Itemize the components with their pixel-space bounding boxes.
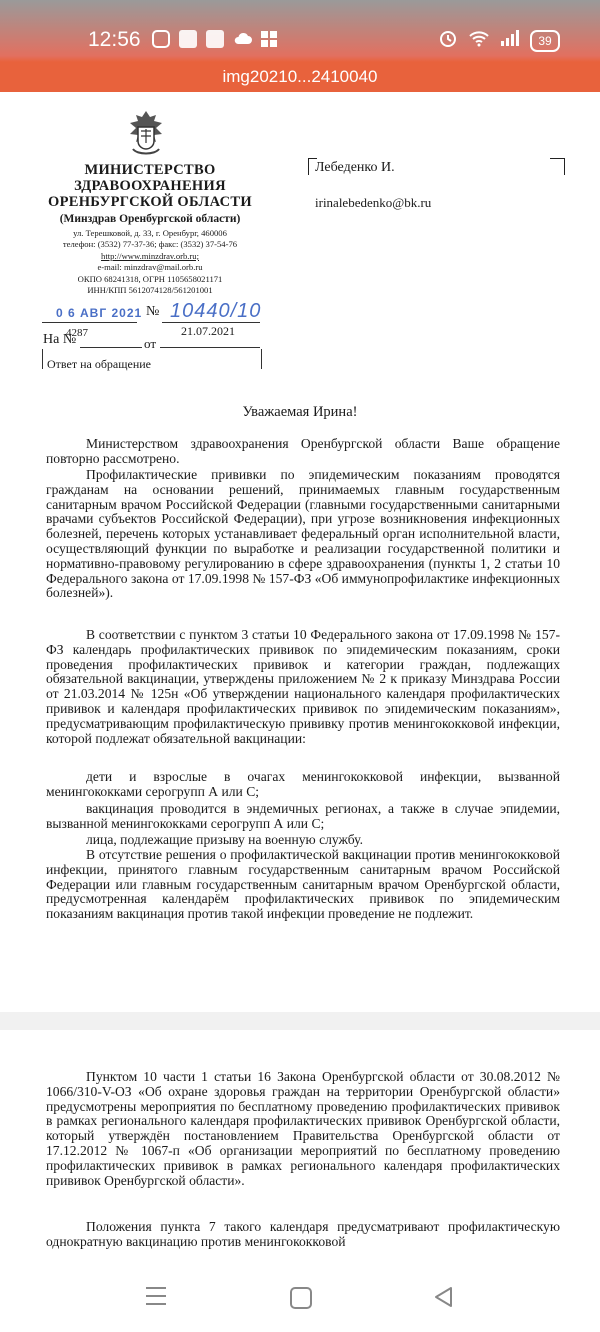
reference-from-label: от [144,336,157,351]
recipient-name: Лебеденко И. [315,160,395,175]
paragraph: дети и взрослые в очагах менингококковой инфекции, вызванной менингококками серогрупп А или С; [46,769,560,799]
paragraph: Министерством здравоохранения Оренбургской области Ваше обращение повторно рассмотрено. [46,436,560,466]
app-icon [179,30,197,48]
navigation-bar [0,1267,600,1332]
instagram-icon [152,30,170,48]
status-system-icons [438,28,560,53]
ministry-contacts: ул. Терешковой, д. 33, г. Оренбург, 460006 телефон: (3532) 77-37-36; факс: (3532) 37-54-76 http://www.minzdrav.orb.ru; e-mail: minzdrav@mail.orb.ru ОКПО 68241318, ОГРН 1105658021171 ИНН/КПП 5612074128/561201001 [38,228,262,296]
greeting: Уважаемая Ирина! [242,404,358,420]
divider [42,322,137,323]
ministry-website: http://www.minzdrav.orb.ru; [101,250,199,261]
address-corner-mark [550,158,565,175]
subject-label: Ответ на обращение [47,357,151,371]
recipient-email: irinalebedenko@bk.ru [315,195,432,210]
recent-apps-icon[interactable] [146,1287,166,1311]
signal-icon [500,29,520,52]
wifi-icon [468,29,490,52]
alarm-icon [438,28,458,53]
ministry-short-name: (Минздрав Оренбургской области) [59,213,241,225]
paragraph: Профилактические прививки по эпидемическим показаниям проводятся гражданам на основании решений, принимаемых главным государственным санитарным врачом Российской Федерации (главными государственными санитарными врачами субъектов Российской Федерации), при угрозе возникновения инфекционных болезней, перечень которых устанавливает федеральный орган исполнительной власти, осуществляющий функции по выработке и реализации государственной политики и нормативно-правовому регулированию в сфере здравоохранения (пункты 1, 2 статьи 10 Федерального закона от 17.09.1998 № 157-ФЗ «Об иммунопрофилактике инфекционных болезней»). [46,467,560,601]
reference-date: 21.07.2021 [181,324,235,338]
cloud-icon [233,30,251,48]
registration-number-label: № [146,304,160,319]
paragraph: Положения пункта 7 такого календаря предусматривают профилактическую однократную вакцинацию против менингококковой [46,1219,560,1249]
divider [160,347,260,348]
home-icon[interactable] [290,1287,312,1309]
paragraph: В отсутствие решения о профилактической вакцинации против менингококковой инфекции, принятого главным государственным санитарным врачом Российской Федерации или главным государственным санитарным врачом Оренбургской области, предусмотренная календарём профилактических прививок по эпидемическим показаниям вакцинация против такой инфекции проведение не подлежит. [46,847,560,922]
page-divider [0,1012,600,1030]
paragraph: лица, подлежащие призыву на военную службу. [86,832,363,847]
battery-icon: 39 [530,30,560,52]
paragraph: вакцинация проводится в эндемичных регионах, а также в случае эпидемии, вызванной менингококками серогрупп А или С; [46,801,560,831]
divider [80,347,142,348]
paragraph: Пунктом 10 части 1 статьи 16 Закона Оренбургской области от 30.08.2012 № 1066/310-V-ОЗ «Об охране здоровья граждан на территории Оренбургской области» предусмотрены мероприятия по бесплатному проведению профилактических прививок в рамках регионального календаря профилактических прививок Оренбургской области, который утверждён постановлением Правительства Оренбургской области от 17.12.2012 № 1067-п «Об организации мероприятий по бесплатному проведению профилактических прививок в рамках регионального календаря профилактических прививок Оренбургской области». [46,1069,560,1188]
ministry-name: МИНИСТЕРСТВО ЗДРАВООХРАНЕНИЯ ОРЕНБУРГСКОЙ ОБЛАСТИ [48,162,252,210]
status-bar [0,0,600,62]
registration-date-stamp: 0 6 АВГ 2021 [56,306,143,320]
grid-icon [260,30,278,48]
back-icon[interactable] [432,1285,454,1314]
document-viewer[interactable] [0,92,600,1267]
ministry-email: e-mail: minzdrav@mail.orb.ru [97,262,203,273]
divider [162,322,260,323]
document-page-1 [0,92,600,1012]
reference-number: 4287 [66,327,88,339]
notification-icon [206,30,224,48]
coat-of-arms-emblem [125,109,167,161]
document-title-bar[interactable] [0,62,600,92]
reference-number-label: На № [43,332,77,347]
document-page-2 [0,1030,600,1267]
document-title: img20210...2410040 [222,67,378,86]
status-time: 12:56 [88,28,141,51]
status-notification-icons [152,30,278,48]
registration-number: 10440/10 [170,300,262,322]
paragraph: В соответствии с пунктом 3 статьи 10 Федерального закона от 17.09.1998 № 157-ФЗ календарь профилактических прививок по эпидемическим показаниям, сроки проведения профилактических прививок и категории граждан, подлежащих обязательной вакцинации, утверждены приложением № 2 к приказу Минздрава России от 21.03.2014 № 125н «Об утверждении национального календаря профилактических прививок и календаря профилактических прививок по эпидемическим показаниям», предусматривающим профилактическую прививку против менингококковой инфекции, которой подлежат обязательной вакцинации: [46,627,560,746]
